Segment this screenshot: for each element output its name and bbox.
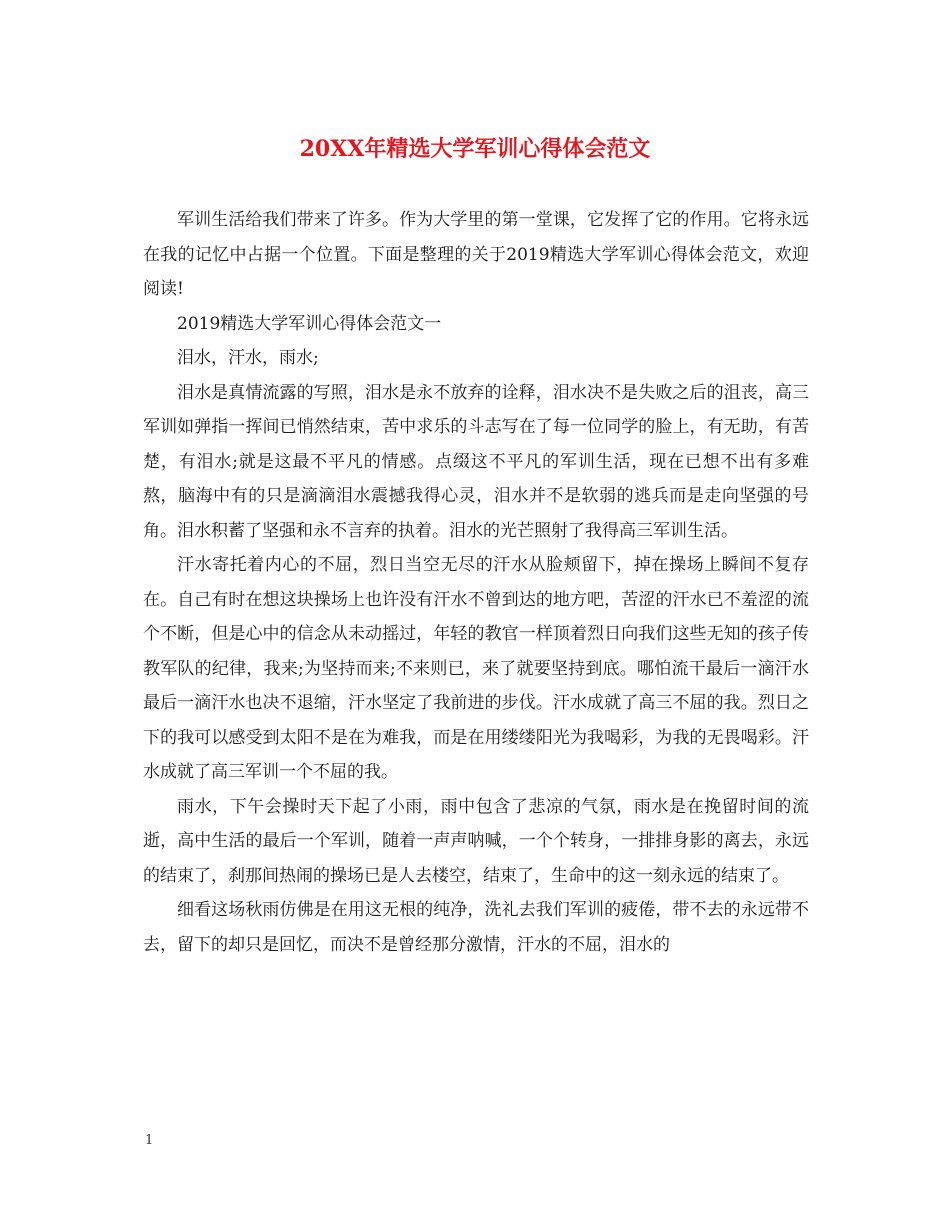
paragraph-sweat: 汗水寄托着内心的不屈，烈日当空无尽的汗水从脸颊留下，掉在操场上瞬间不复存在。自己有时在想这块操场上也许没有汗水不曾到达的地方吧，苦涩的汗水已不羞涩的流个不断，但是心中的信念从未动摇过，年轻的教官一样顶着烈日向我们这些无知的孩子传教军队的纪律，我来;为坚持而来;不来则已，来了就要坚持到底。哪怕流干最后一滴汗水最后一滴汗水也决不退缩，汗水坚定了我前进的步伐。汗水成就了高三不屈的我。烈日之下的我可以感受到太阳不是在为难我，而是在用缕缕阳光为我喝彩，为我的无畏喝彩。汗水成就了高三军训一个不屈的我。 — [143, 555, 809, 782]
paragraph-rain: 雨水，下午会操时天下起了小雨，雨中包含了悲凉的气氛，雨水是在挽留时间的流逝，高中生活的最后一个军训，随着一声声呐喊，一个个转身，一排排身影的离去，永远的结束了，刹那间热闹的操场已是人去楼空，结束了，生命中的这一刻永远的结束了。 — [143, 796, 809, 886]
paragraph-subtitle: 2019精选大学军训心得体会范文一 — [177, 313, 442, 334]
paragraph-intro: 军训生活给我们带来了许多。作为大学里的第一堂课，它发挥了它的作用。它将永远在我的记忆中占据一个位置。下面是整理的关于2019精选大学军训心得体会范文，欢迎阅读! — [143, 210, 809, 299]
paragraph-keywords: 泪水，汗水，雨水; — [177, 348, 319, 368]
document-body — [143, 203, 809, 962]
document-title: 20XX年精选大学军训心得体会范文 — [299, 136, 651, 162]
paragraph-autumn-rain: 细看这场秋雨仿佛是在用这无根的纯净，洗礼去我们军训的疲倦，带不去的永远带不去，留下的却只是回忆，而决不是曾经那分激情，汗水的不屈，泪水的 — [143, 900, 809, 955]
paragraph-tears: 泪水是真情流露的写照，泪水是永不放弃的诠释，泪水决不是失败之后的沮丧，高三军训如弹指一挥间已悄然结束，苦中求乐的斗志写在了每一位同学的脸上，有无助，有苦楚，有泪水;就是这最不平凡的情感。点缀这不平凡的军训生活，现在已想不出有多难熬，脑海中有的只是滴滴泪水震撼我得心灵，泪水并不是软弱的逃兵而是走向坚强的号角。泪水积蓄了坚强和永不言弃的执着。泪水的光芒照射了我得高三军训生活。 — [143, 382, 809, 541]
page-number: 1 — [145, 1133, 154, 1148]
